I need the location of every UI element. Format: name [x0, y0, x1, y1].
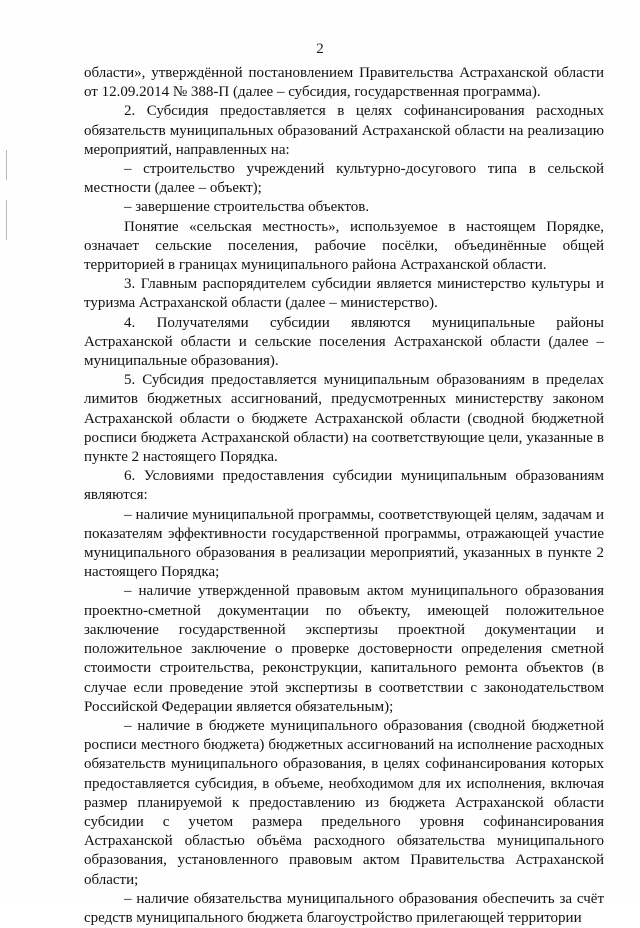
paragraph: 6. Условиями предоставления субсидии муниципальным образованиям являются: [84, 468, 604, 504]
paragraph: – завершение строительства объектов. [124, 199, 370, 216]
paragraph: – наличие муниципальной программы, соответствующей целям, задачам и показателям эффективности государственной программы, отражающей участие муниципального образования в реализации мероприятий, указанных в пункте 2 настоящего Порядка; [84, 506, 604, 581]
paragraph: области», утверждённой постановлением Правительства Астраханской области от 12.09.2014 № 388-П (далее – субсидия, государственная программа). [84, 65, 604, 101]
paragraph: – наличие в бюджете муниципального образования (сводной бюджетной росписи местного бюджета) бюджетных ассигнований на исполнение расходных обязательств муниципального образования, в целях софинансирования которых предоставляется субсидия, в объеме, необходимом для их исполнения, включая размер планируемой к предоставлению из бюджета Астраханской области субсидии с учетом размера предельного уровня софинансирования Астраханской областью объёма расходного обязательства муниципального образования, установленного правовым актом Правительства Астраханской области; [84, 717, 604, 888]
paragraph: 3. Главным распорядителем субсидии является министерство культуры и туризма Астраханской области (далее – министерство). [84, 276, 604, 312]
paragraph: 5. Субсидия предоставляется муниципальным образованиям в пределах лимитов бюджетных ассигнований, предусмотренных министерству законом Астраханской области о бюджете Астраханской области (сводной бюджетной росписи бюджета Астраханской области) на соответствующие цели, указанные в пункте 2 настоящего Порядка. [84, 372, 604, 466]
scan-edge-mark [6, 150, 7, 180]
paragraph: – строительство учреждений культурно-досугового типа в сельской местности (далее – объект); [84, 161, 604, 197]
paragraph: Понятие «сельская местность», используемое в настоящем Порядке, означает сельские поселения, рабочие посёлки, объединённые общей территорией в границах муниципального района Астраханской области. [84, 218, 604, 274]
page-number: 2 [316, 41, 324, 57]
paragraph: 4. Получателями субсидии являются муниципальные районы Астраханской области и сельские поселения Астраханской области (далее – муниципальные образования). [84, 314, 604, 370]
paragraph: – наличие утвержденной правовым актом муниципального образования проектно-сметной документации по объекту, имеющей положительное заключение государственной экспертизы проектной документации и положительное заключение о проверке достоверности определения сметной стоимости строительства, реконструкции, капитального ремонта объектов (в случае если проведение этой экспертизы в соответствии с законодательством Российской Федерации является обязательным); [84, 583, 604, 715]
paragraph: – наличие обязательства муниципального образования обеспечить за счёт средств муниципального бюджета благоустройство прилегающей территории [84, 890, 604, 926]
document-body [84, 64, 604, 928]
scan-edge-mark [6, 200, 7, 240]
paragraph: 2. Субсидия предоставляется в целях софинансирования расходных обязательств муниципальных образований Астраханской области на реализацию мероприятий, направленных на: [84, 103, 604, 158]
